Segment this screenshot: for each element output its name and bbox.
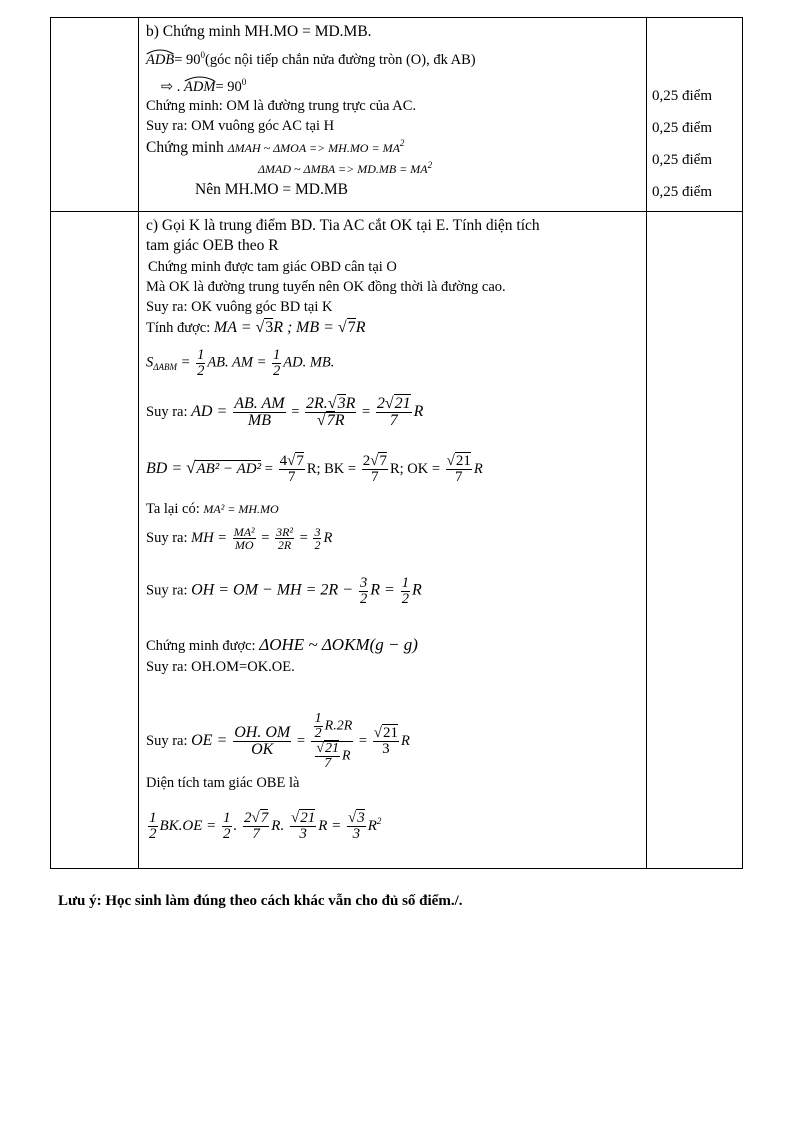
denominator: 2 [314,538,321,552]
radicand: 21 [325,741,340,756]
part-c-oe-formula [146,712,410,771]
denominator: 2 [359,590,368,607]
numerator: 1 [273,347,281,363]
part-b-line-5 [146,139,404,156]
part-b-conclusion: Nên MH.MO = MD.MB [195,181,348,198]
term: R; BK = [306,460,360,477]
term: AD. MB. [283,354,335,371]
term: . [233,817,238,834]
denominator: MB [247,412,271,429]
label: Chứng minh [146,139,224,157]
arc-adm: ADM [184,78,216,95]
part-c-oh-formula [146,576,422,606]
term: BK.OE = [159,817,221,834]
denominator: 7 [371,469,379,485]
lhs: OH = OM − MH = 2R − [191,581,357,599]
radicand: 3 [265,319,274,336]
denominator: 7 [455,469,463,485]
term: 2 [362,453,371,469]
fraction: $\frac{4√7}{7}$ [279,453,304,485]
numerator: 1 [401,575,410,591]
radicand: 3 [337,395,346,412]
term: R [367,817,377,834]
term: R [323,529,333,546]
degree: 0 [200,50,205,60]
similar-triangles-1: ΔMAH ~ ΔMOA => MH.MO = MA [227,141,400,156]
area-subscript: ΔABM [153,362,178,373]
equals: = [177,354,195,371]
fraction [233,396,285,429]
part-c-line-1: Chứng minh được tam giác OBD cân tại O [148,259,397,275]
fraction: $\frac{√21}{3}$ [373,725,398,757]
radicand: 21 [382,725,398,741]
radicand: 21 [394,395,411,412]
fraction [313,526,321,551]
fraction: $\frac{2√21}{7}$ [376,395,411,429]
part-b-angle-line [146,51,476,67]
equals: = [287,403,304,420]
degree: 0 [241,77,247,87]
fraction: $\frac{2√7}{7}$ [362,453,387,485]
term: R [345,395,356,412]
numerator: AB. AM [234,395,285,412]
equals: = [257,529,274,546]
fraction [359,576,368,606]
radicand: AB² − AD² [196,460,262,477]
equals: = [358,403,374,420]
score-3: 0,25 điểm [652,152,712,168]
lhs: OE = [191,731,232,749]
angle-note: (góc nội tiếp chắn nửa đường tròn (O), đk AB) [205,51,476,68]
part-c-line-3: Suy ra: OK vuông góc BD tại K [146,299,333,315]
fraction [275,526,294,551]
part-c-line-2: Mà OK là đường trung tuyến nên OK đồng thời là đường cao. [146,279,506,295]
denominator: OK [251,741,274,758]
fraction: $\frac{√21}{7}$ [446,453,471,485]
term: R.2R [324,718,353,734]
numerator: 1 [149,810,157,826]
row-divider [51,211,742,212]
arc-adb: ADB [146,51,175,68]
part-b-angle-line-2 [161,78,246,94]
part-c-ma-mb: Tính được: MA = √3R ; MB = √7R [146,319,366,336]
term: R; OK = [389,460,444,477]
term: AB. AM = [207,354,271,371]
radicand: 7 [296,453,304,469]
score-1: 0,25 điểm [652,88,712,104]
column-divider [646,18,647,868]
angle-value: = 90 [215,78,242,95]
numerator: 3 [359,575,368,591]
denominator: 2 [197,362,205,379]
similar-triangles-2: ΔMAD ~ ΔMBA => MD.MB = MA [258,162,428,176]
part-c-area-label: Diện tích tam giác OBE là [146,775,300,791]
fraction [401,576,410,606]
term: R = [318,817,345,834]
denominator: 7 [252,826,260,842]
radicand: 3 [357,810,365,826]
fraction [196,348,205,378]
equals: = [355,732,371,749]
column-divider [138,18,139,868]
numerator: MA² [233,525,255,539]
radicand: 7 [347,319,356,336]
radicand: 7 [326,412,335,429]
numerator: 1 [314,711,322,726]
answer-table [50,17,743,869]
denominator: 3 [299,826,307,842]
term: 2 [376,395,385,412]
fraction [233,526,256,551]
mb-lhs: MB = [296,319,338,336]
label: Chứng minh được: [146,638,256,654]
numerator: 3R² [276,525,294,539]
fraction [148,811,158,842]
term: R [334,412,345,429]
part-c-area-formula [146,348,334,378]
fraction [222,811,232,842]
equals: = [296,529,312,546]
angle-value: = 90 [174,51,201,68]
lhs: BD = [146,459,187,477]
denominator: 2 [401,590,410,607]
radicand: 7 [379,453,387,469]
term: R [473,460,483,477]
exponent: 2 [399,138,405,148]
ma-lhs: MA = [213,319,256,336]
denominator: 7 [324,756,332,771]
fraction: $\frac{√3}{3}$ [347,810,365,842]
exponent: 2 [427,160,433,170]
compound-fraction [311,712,354,771]
fraction: $\frac{√21}{3}$ [290,810,316,842]
part-b-line-3: Chứng minh: OM là đường trung trực của AC. [146,98,417,114]
denominator: 7 [389,412,398,429]
term: R [342,748,351,764]
fraction [233,725,291,758]
part-c-ma-squared [146,502,279,517]
score-2: 0,25 điểm [652,120,712,136]
denominator: 3 [382,741,390,757]
denominator: 3 [352,826,361,842]
part-b-line-6 [258,161,432,175]
label: Suy ra: [146,732,188,749]
part-b-title: b) Chứng minh MH.MO = MD.MB. [146,23,372,40]
term: 4 [279,453,288,469]
part-c-ad-formula [146,396,423,429]
label: Suy ra: [146,403,188,420]
term: R [412,581,422,599]
equals: = [261,460,277,477]
denominator: 2R [277,538,292,552]
mb-rhs: R [355,319,366,336]
part-c-title-1: c) Gọi K là trung điểm BD. Tia AC cắt OK tại E. Tính diện tích [146,217,540,234]
denominator: 7 [287,469,296,485]
denominator: 2 [223,826,231,842]
term: R. [271,817,285,834]
term: 2 [244,810,252,826]
term: R [413,402,424,420]
area-symbol: S [146,354,154,371]
denominator: MO [234,538,254,552]
numerator: 1 [223,810,231,826]
radicand: 21 [455,453,471,469]
similarity-statement: ΔOHE ~ ΔOKM(g − g) [259,635,418,654]
fraction: $\frac{2√7}{7}$ [244,810,269,842]
score-4: 0,25 điểm [652,184,712,200]
part-c-mh-formula [146,526,332,551]
lhs: MH = [191,529,231,546]
numerator: 3 [314,525,321,539]
ma-squared-eq: MA² = MH.MO [203,502,279,516]
footer-note: Lưu ý: Học sinh làm đúng theo cách khác vẫn cho đủ số điểm./. [58,893,463,909]
ma-rhs: R ; [273,319,293,336]
fraction: $\frac{√21}{7}$ [316,741,340,771]
label: Suy ra: [146,582,188,599]
denominator: 2 [314,726,322,741]
denominator: 2 [149,826,157,842]
arrow-icon: ⇨ . [161,78,181,95]
label: Suy ra: [146,529,188,546]
term: R = [370,581,399,599]
part-c-bd-formula: BD = √AB² − AD² = $\frac{4√7}{7}$ R; BK = $\frac{2√7}{7}$ R; OK = $\frac{√21}{7}$ R [146,453,483,485]
term: 2R. [306,395,328,412]
part-c-area-result [146,811,381,842]
radicand: 21 [300,810,316,826]
denominator: 2 [273,362,281,379]
label: Ta lại có: [146,501,200,517]
part-b-line-4: Suy ra: OM vuông góc AC tại H [146,118,335,134]
exponent: 2 [376,815,382,826]
label: Tính được: [146,320,211,336]
part-c-product: Suy ra: OH.OM=OK.OE. [146,659,295,675]
fraction [272,348,281,378]
term: R [400,732,410,749]
numerator: 1 [197,347,205,363]
lhs: AD = [191,402,232,420]
equals: = [293,732,309,749]
fraction: $\frac{2R.√3R}{√7R}$ [306,395,356,429]
part-c-title-2: tam giác OEB theo R [146,237,279,254]
fraction [314,712,323,741]
part-c-similarity [146,636,418,654]
numerator: OH. OM [234,724,291,741]
radicand: 7 [260,810,269,826]
